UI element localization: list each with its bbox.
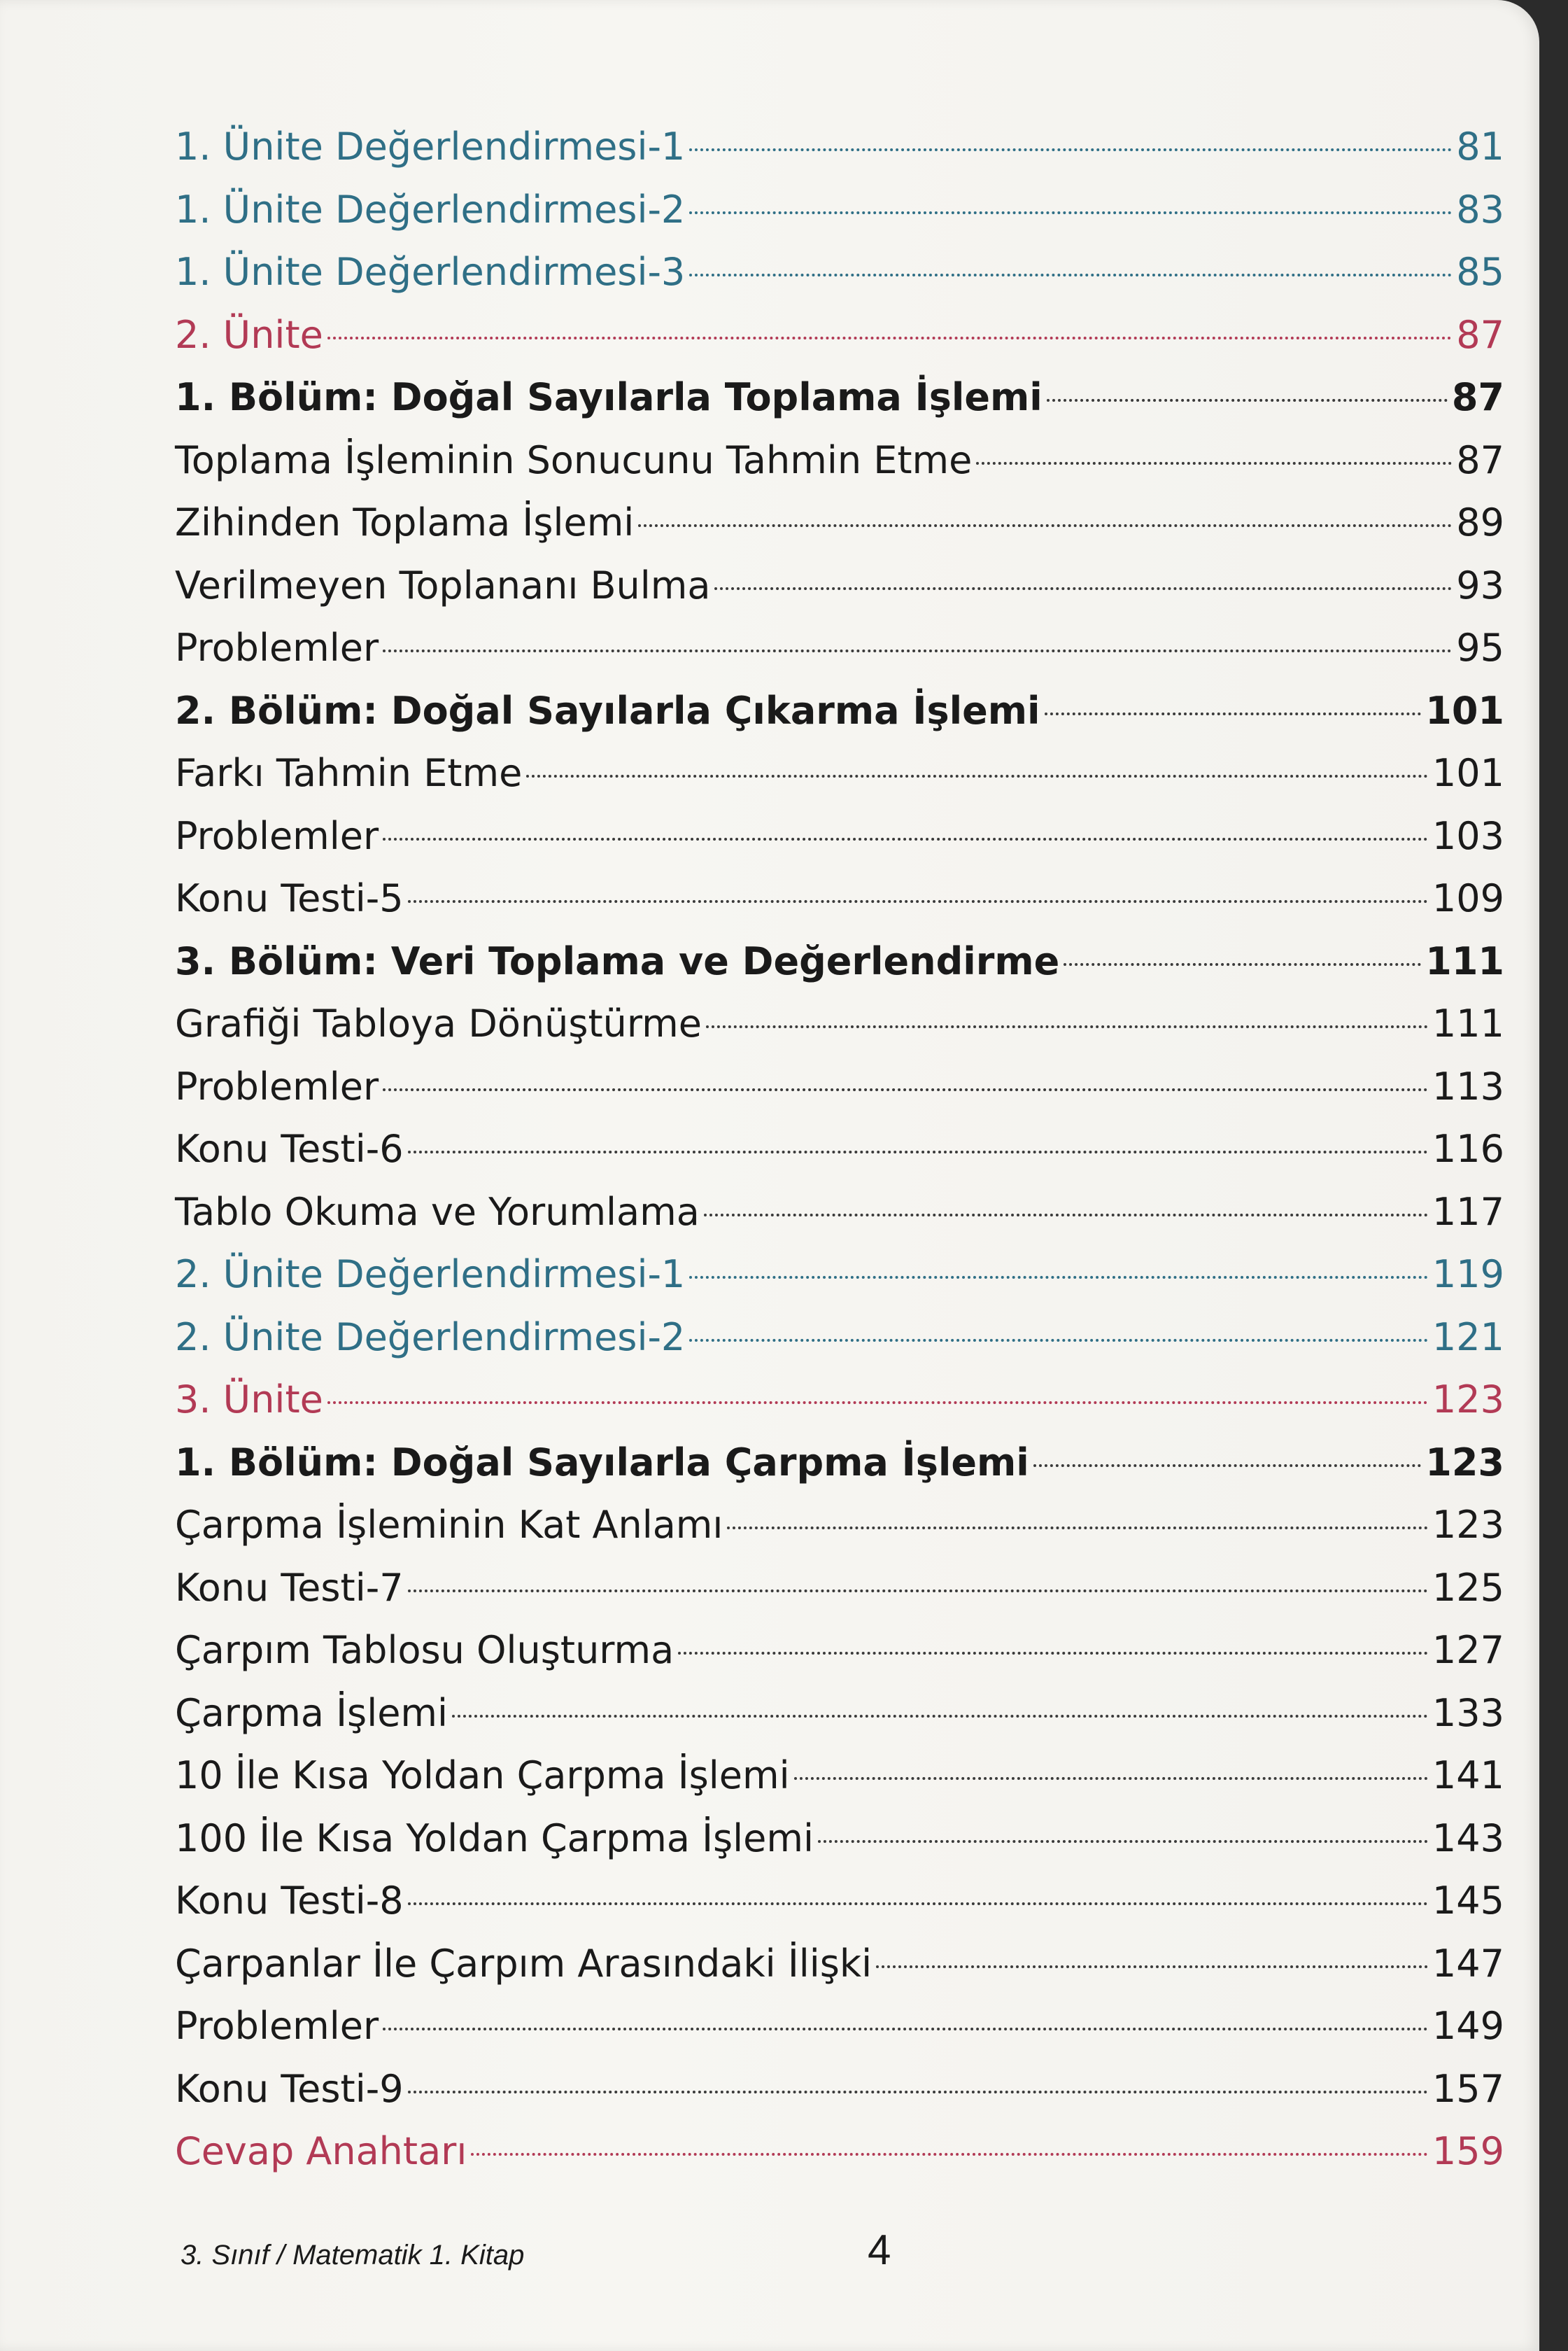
dot-leader <box>689 274 1452 276</box>
dot-leader <box>714 587 1452 590</box>
dot-leader <box>383 1088 1428 1091</box>
toc-entry-page: 81 <box>1456 125 1504 169</box>
dot-leader <box>678 1652 1428 1655</box>
dot-leader <box>876 1965 1428 1968</box>
toc-entry <box>175 1368 1504 1431</box>
toc-entry <box>175 805 1504 868</box>
toc-entry-title: Çarpanlar İle Çarpım Arasındaki İlişki <box>175 1941 873 1986</box>
toc-entry-page: 116 <box>1432 1127 1504 1171</box>
toc-entry-page: 87 <box>1451 375 1504 419</box>
dot-leader <box>408 2091 1428 2093</box>
dot-leader <box>471 2153 1428 2156</box>
toc-entry-title: 2. Ünite <box>175 312 323 357</box>
dot-leader <box>638 524 1452 527</box>
toc-entry <box>175 554 1504 617</box>
dot-leader <box>327 337 1452 339</box>
dot-leader <box>408 900 1428 903</box>
toc-entry-page: 149 <box>1432 2004 1504 2048</box>
dot-leader <box>689 1339 1428 1342</box>
dot-leader <box>727 1527 1428 1529</box>
toc-entry-title: 1. Bölüm: Doğal Sayılarla Toplama İşlemi <box>175 375 1043 419</box>
toc-entry <box>175 1055 1504 1118</box>
toc-entry <box>175 304 1504 367</box>
toc-entry-title: 1. Ünite Değerlendirmesi-3 <box>175 250 686 294</box>
toc-entry <box>175 1744 1504 1807</box>
toc-entry <box>175 178 1504 241</box>
toc-entry <box>175 1118 1504 1181</box>
toc-entry <box>175 1494 1504 1557</box>
dot-leader <box>408 1589 1428 1592</box>
footer-page-number: 4 <box>868 2226 891 2273</box>
toc-entry <box>175 1932 1504 1995</box>
toc-entry <box>175 2120 1504 2183</box>
toc-entry-title: 10 İle Kısa Yoldan Çarpma İşlemi <box>175 1753 790 1797</box>
toc-entry <box>175 241 1504 304</box>
toc-entry-title: Toplama İşleminin Sonucunu Tahmin Etme <box>175 437 973 482</box>
toc-entry-title: 3. Bölüm: Veri Toplama ve Değerlendirme <box>175 939 1060 983</box>
dot-leader <box>383 2028 1428 2030</box>
dot-leader <box>794 1777 1428 1780</box>
toc-entry-page: 89 <box>1456 500 1504 545</box>
toc-entry-page: 83 <box>1456 187 1504 232</box>
toc-entry <box>175 429 1504 492</box>
toc-entry-page: 101 <box>1432 751 1504 795</box>
toc-entry-title: Konu Testi-5 <box>175 876 404 920</box>
toc-entry-title: Çarpma İşlemi <box>175 1690 448 1735</box>
toc-entry-title: 1. Bölüm: Doğal Sayılarla Çarpma İşlemi <box>175 1440 1029 1485</box>
toc-entry-title: 100 İle Kısa Yoldan Çarpma İşlemi <box>175 1816 814 1860</box>
toc-entry-page: 85 <box>1456 250 1504 294</box>
toc-entry-title: 3. Ünite <box>175 1377 323 1422</box>
dot-leader <box>1033 1464 1421 1467</box>
dot-leader <box>818 1840 1428 1843</box>
toc-entry <box>175 617 1504 680</box>
toc-entry <box>175 1243 1504 1306</box>
dot-leader <box>327 1401 1428 1404</box>
dot-leader <box>689 148 1452 151</box>
toc-entry-page: 141 <box>1432 1753 1504 1797</box>
toc-entry <box>175 1869 1504 1932</box>
dot-leader <box>1064 963 1421 966</box>
toc-entry-title: Problemler <box>175 813 379 858</box>
toc-entry-page: 157 <box>1432 2066 1504 2111</box>
toc-entry-page: 123 <box>1432 1377 1504 1422</box>
toc-entry <box>175 1807 1504 1870</box>
toc-entry <box>175 1619 1504 1682</box>
toc-entry-title: Verilmeyen Toplananı Bulma <box>175 563 711 608</box>
toc-entry-page: 125 <box>1432 1565 1504 1610</box>
toc-entry <box>175 1682 1504 1745</box>
toc-entry <box>175 1995 1504 2058</box>
toc-entry <box>175 992 1504 1055</box>
toc-entry <box>175 680 1504 743</box>
toc-entry-page: 87 <box>1456 437 1504 482</box>
toc-entry-page: 93 <box>1456 563 1504 608</box>
toc-entry-title: Konu Testi-6 <box>175 1127 404 1171</box>
toc-entry <box>175 1431 1504 1494</box>
toc-entry-page: 111 <box>1425 939 1504 983</box>
toc-entry-page: 123 <box>1432 1503 1504 1547</box>
dot-leader <box>383 838 1428 841</box>
toc-entry-page: 119 <box>1432 1252 1504 1296</box>
toc-entry-page: 143 <box>1432 1816 1504 1860</box>
toc-entry <box>175 115 1504 178</box>
dot-leader <box>1045 713 1422 715</box>
dot-leader <box>408 1151 1428 1153</box>
table-of-contents <box>175 115 1504 2183</box>
dot-leader <box>706 1025 1428 1028</box>
toc-entry-page: 123 <box>1425 1440 1504 1485</box>
toc-entry-page: 109 <box>1432 876 1504 920</box>
dot-leader <box>704 1214 1428 1216</box>
toc-entry <box>175 1181 1504 1244</box>
toc-entry <box>175 867 1504 930</box>
toc-entry-title: 2. Bölüm: Doğal Sayılarla Çıkarma İşlemi <box>175 688 1040 733</box>
toc-entry <box>175 2058 1504 2121</box>
toc-entry-page: 133 <box>1432 1690 1504 1735</box>
toc-entry <box>175 1306 1504 1369</box>
toc-entry-title: 2. Ünite Değerlendirmesi-1 <box>175 1252 686 1296</box>
toc-entry-title: Farkı Tahmin Etme <box>175 751 523 795</box>
toc-entry-title: Grafiği Tabloya Dönüştürme <box>175 1002 702 1046</box>
toc-entry-title: Problemler <box>175 626 379 670</box>
toc-entry-page: 127 <box>1432 1628 1504 1672</box>
toc-entry <box>175 1557 1504 1620</box>
dot-leader <box>1047 399 1448 402</box>
dot-leader <box>408 1902 1428 1905</box>
toc-entry-page: 147 <box>1432 1941 1504 1986</box>
dot-leader <box>689 211 1452 214</box>
dot-leader <box>526 775 1428 778</box>
toc-entry-page: 145 <box>1432 1879 1504 1923</box>
toc-entry-page: 101 <box>1425 688 1504 733</box>
toc-entry-title: Çarpma İşleminin Kat Anlamı <box>175 1503 723 1547</box>
toc-entry-title: Problemler <box>175 2004 379 2048</box>
toc-entry-page: 121 <box>1432 1314 1504 1359</box>
toc-entry-page: 117 <box>1432 1189 1504 1234</box>
toc-entry-title: Cevap Anahtarı <box>175 2129 467 2173</box>
toc-entry <box>175 930 1504 993</box>
toc-entry-page: 159 <box>1432 2129 1504 2173</box>
toc-entry-title: Tablo Okuma ve Yorumlama <box>175 1189 700 1234</box>
toc-entry <box>175 491 1504 554</box>
toc-entry-title: Konu Testi-8 <box>175 1879 404 1923</box>
toc-entry-page: 95 <box>1456 626 1504 670</box>
toc-entry-page: 103 <box>1432 813 1504 858</box>
toc-entry-page: 111 <box>1432 1002 1504 1046</box>
toc-entry-title: Konu Testi-9 <box>175 2066 404 2111</box>
footer-book-title: 3. Sınıf / Matematik 1. Kitap <box>181 2240 525 2271</box>
toc-entry-title: 2. Ünite Değerlendirmesi-2 <box>175 1314 686 1359</box>
toc-entry-page: 113 <box>1432 1064 1504 1109</box>
toc-entry-page: 87 <box>1456 312 1504 357</box>
toc-entry-title: 1. Ünite Değerlendirmesi-2 <box>175 187 686 232</box>
toc-entry-title: Konu Testi-7 <box>175 1565 404 1610</box>
toc-entry-title: Zihinden Toplama İşlemi <box>175 500 635 545</box>
dot-leader <box>452 1715 1428 1718</box>
toc-entry <box>175 742 1504 805</box>
dot-leader <box>689 1276 1428 1279</box>
dot-leader <box>976 462 1452 465</box>
dot-leader <box>383 650 1452 652</box>
toc-entry-title: 1. Ünite Değerlendirmesi-1 <box>175 125 686 169</box>
toc-entry-title: Çarpım Tablosu Oluşturma <box>175 1628 674 1672</box>
toc-entry <box>175 366 1504 429</box>
toc-entry-title: Problemler <box>175 1064 379 1109</box>
